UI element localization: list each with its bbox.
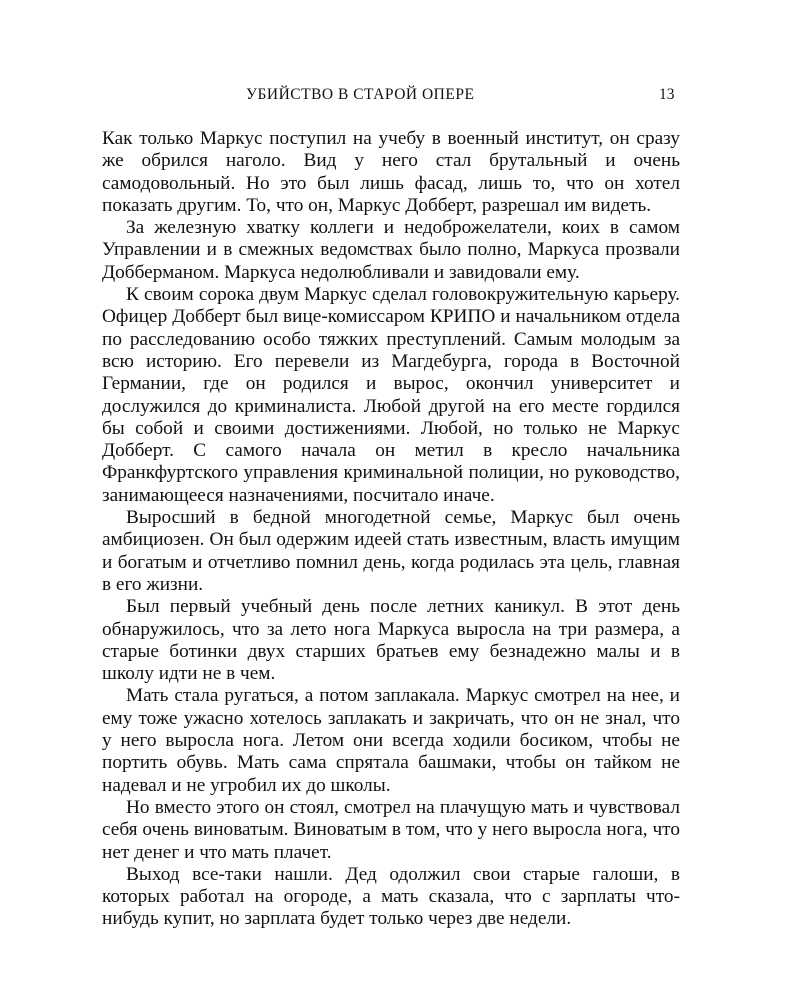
paragraph: За железную хватку коллеги и недоброжелатели, коих в самом Управлении и в смежных ведомствах было полно, Маркуса прозвали Добберманом. Маркуса недолюбливали и завидовали ему. — [102, 217, 680, 283]
body-text — [102, 128, 680, 931]
paragraph: Был первый учебный день после летних каникул. В этот день обнаружилось, что за лето нога Маркуса выросла на три размера, а старые ботинки двух старших братьев ему безнадежно малы и в школу идти не в чем. — [102, 596, 680, 685]
paragraph: Как только Маркус поступил на учебу в военный институт, он сразу же обрился наголо. Вид у него стал брутальный и очень самодовольный. Но это был лишь фасад, лишь то, что он хотел показать другим. То, что он, Маркус Добберт, разрешал им видеть. — [102, 128, 680, 216]
paragraph: Но вместо этого он стоял, смотрел на плачущую мать и чувствовал себя очень виноватым. Виноватым в том, что у него выросла нога, что нет денег и что мать плачет. — [102, 796, 680, 863]
running-title: УБИЙСТВО В СТАРОЙ ОПЕРЕ — [246, 86, 475, 103]
paragraph: Мать стала ругаться, а потом заплакала. Маркус смотрел на нее, и ему тоже ужасно хотелось заплакать и закричать, что он не знал, что у него выросла нога. Летом они всегда ходили босиком, чтобы не портить обувь. Мать сама спрятала башмаки, чтобы он тайком не надевал и не угробил их до школы. — [102, 685, 680, 796]
paragraph: Выход все-таки нашли. Дед одолжил свои старые галоши, в которых работал на огороде, а мать сказала, что с зарплаты что-нибудь купит, но зарплата будет только через две недели. — [102, 863, 680, 930]
paragraph: К своим сорока двум Маркус сделал головокружительную карьеру. Офицер Добберт был вице-комиссаром КРИПО и начальником отдела по расследованию особо тяжких преступлений. Самым молодым за всю историю. Его перевели из Магдебурга, города в Восточной Германии, где он родился и вырос, окончил университет и дослужился до криминалиста. Любой другой на его месте гордился бы собой и своими достижениями. Любой, но только не Маркус Добберт. С самого начала он метил в кресло начальника Франкфуртского управления криминальной полиции, но руководство, занимающееся назначениями, посчитало иначе. — [102, 284, 680, 506]
paragraph: Выросший в бедной многодетной семье, Маркус был очень амбициозен. Он был одержим идеей стать известным, власть имущим и богатым и отчетливо помнил день, когда родилась эта цель, главная в его жизни. — [102, 507, 680, 595]
page-number: 13 — [659, 86, 675, 103]
